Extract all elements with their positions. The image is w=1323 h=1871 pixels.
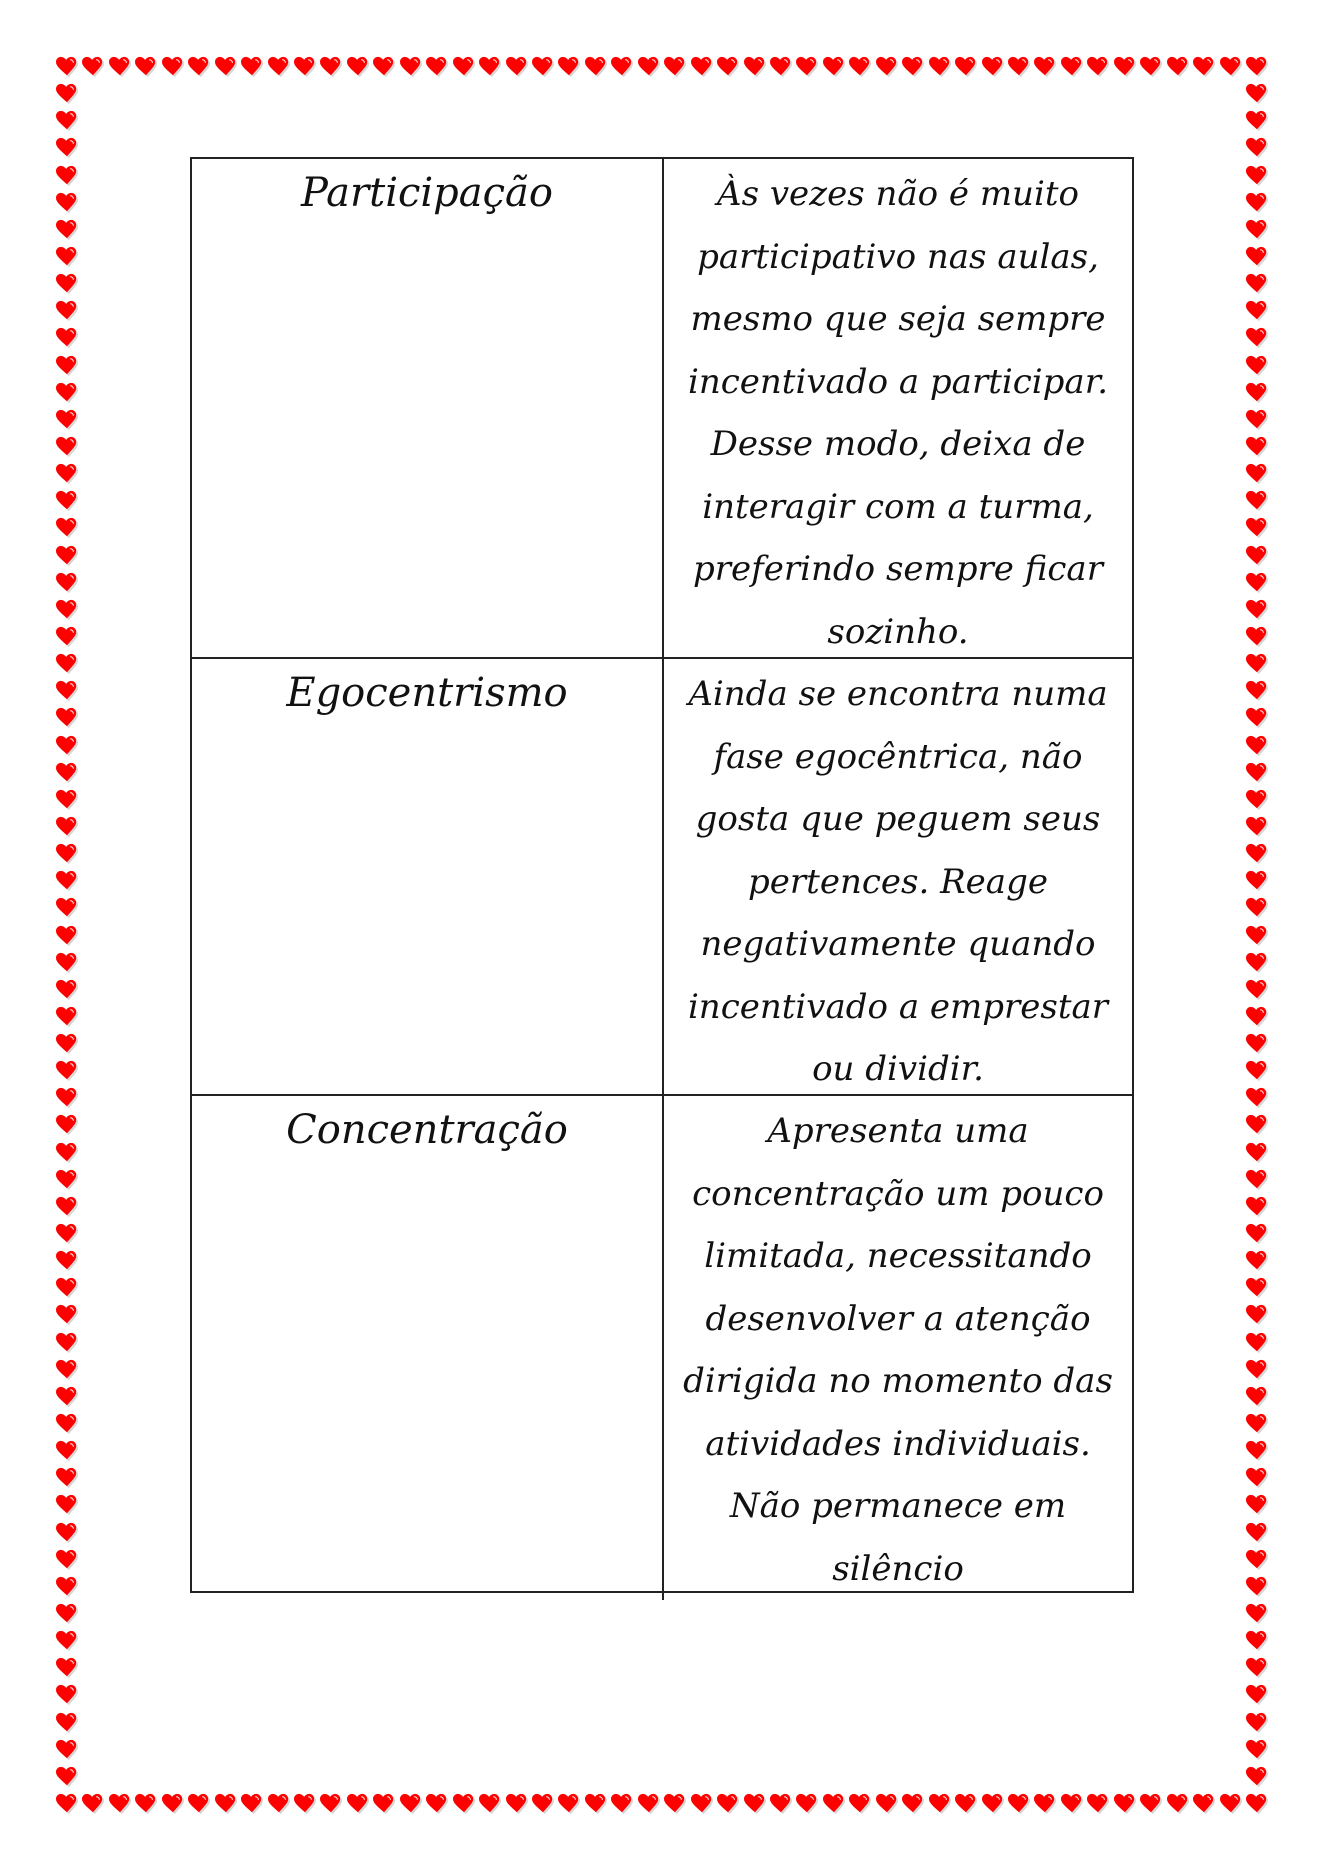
heart-icon [770, 56, 792, 78]
heart-icon [162, 1793, 184, 1815]
heart-icon [664, 1793, 686, 1815]
heart-icon [902, 1793, 924, 1815]
heart-icon [56, 56, 78, 78]
heart-icon [611, 56, 633, 78]
heart-icon [1008, 56, 1030, 78]
heart-icon [1246, 165, 1268, 187]
heart-icon [56, 1060, 78, 1082]
heart-icon [1246, 1494, 1268, 1516]
heart-icon [188, 56, 210, 78]
heart-icon [823, 56, 845, 78]
heart-icon [56, 1359, 78, 1381]
heart-icon [56, 273, 78, 295]
heart-icon [56, 327, 78, 349]
heart-icon [56, 952, 78, 974]
heart-icon [1246, 1576, 1268, 1598]
heart-icon [1140, 56, 1162, 78]
row-description-egocentrismo: Ainda se encontra numa fase egocêntrica, não gosta que peguem seus pertences. Reage negativamente quando incentivado a emprestar ou dividir. [664, 659, 1132, 1096]
heart-icon [56, 925, 78, 947]
heart-icon [56, 789, 78, 811]
heart-icon [717, 56, 739, 78]
heart-icon [56, 1304, 78, 1326]
heart-icon [638, 1793, 660, 1815]
heart-icon [56, 1413, 78, 1435]
heart-icon [56, 979, 78, 1001]
heart-icon [56, 192, 78, 214]
heart-icon [1246, 490, 1268, 512]
heart-icon [1246, 382, 1268, 404]
heart-icon [56, 1630, 78, 1652]
heart-icon [1246, 545, 1268, 567]
heart-icon [823, 1793, 845, 1815]
heart-icon [1246, 1793, 1268, 1815]
heart-icon [56, 1657, 78, 1679]
heart-icon [611, 1793, 633, 1815]
heart-icon [294, 1793, 316, 1815]
heart-icon [506, 1793, 528, 1815]
heart-icon [744, 56, 766, 78]
heart-icon [1246, 653, 1268, 675]
heart-icon [1246, 762, 1268, 784]
heart-icon [56, 463, 78, 485]
heart-icon [1246, 1169, 1268, 1191]
heart-icon [1246, 1087, 1268, 1109]
heart-icon [1246, 300, 1268, 322]
heart-icon [241, 56, 263, 78]
heart-icon [188, 1793, 210, 1815]
heart-icon [744, 1793, 766, 1815]
heart-icon [56, 83, 78, 105]
heart-icon [162, 56, 184, 78]
heart-icon [56, 545, 78, 567]
heart-icon [56, 1440, 78, 1462]
heart-icon [1246, 1114, 1268, 1136]
heart-icon [426, 56, 448, 78]
heart-icon [876, 1793, 898, 1815]
heart-icon [585, 1793, 607, 1815]
heart-icon [1246, 219, 1268, 241]
heart-icon [982, 1793, 1004, 1815]
heart-icon [1246, 1033, 1268, 1055]
heart-icon [1246, 843, 1268, 865]
heart-icon [268, 56, 290, 78]
heart-icon [1246, 572, 1268, 594]
heart-icon [1246, 192, 1268, 214]
heart-icon [1246, 1440, 1268, 1462]
heart-icon [56, 762, 78, 784]
heart-icon [56, 409, 78, 431]
heart-icon [1246, 952, 1268, 974]
heart-icon [796, 56, 818, 78]
heart-icon [1246, 1522, 1268, 1544]
heart-icon [400, 1793, 422, 1815]
heart-icon [1246, 1413, 1268, 1435]
heart-icon [1246, 1142, 1268, 1164]
row-label-participacao: Participação [192, 159, 664, 659]
heart-icon [1246, 897, 1268, 919]
heart-icon [1008, 1793, 1030, 1815]
heart-icon [56, 1142, 78, 1164]
heart-icon [56, 1576, 78, 1598]
heart-icon [1220, 56, 1242, 78]
heart-icon [56, 897, 78, 919]
heart-icon [56, 626, 78, 648]
heart-icon [56, 246, 78, 268]
heart-icon [1246, 1386, 1268, 1408]
heart-icon [1246, 816, 1268, 838]
heart-icon [1034, 1793, 1056, 1815]
heart-icon [56, 1169, 78, 1191]
evaluation-table [190, 157, 1134, 1593]
heart-icon [373, 1793, 395, 1815]
heart-icon [56, 1467, 78, 1489]
heart-icon [400, 56, 422, 78]
row-description-participacao: Às vezes não é muito participativo nas aulas, mesmo que seja sempre incentivado a participar. Desse modo, deixa de interagir com a turma, preferindo sempre ficar sozinho. [664, 159, 1132, 659]
heart-icon [135, 1793, 157, 1815]
heart-icon [56, 1332, 78, 1354]
heart-icon [56, 816, 78, 838]
heart-icon [1246, 355, 1268, 377]
heart-icon [1246, 599, 1268, 621]
heart-icon [506, 56, 528, 78]
heart-icon [241, 1793, 263, 1815]
heart-icon [1246, 1006, 1268, 1028]
heart-icon [56, 1793, 78, 1815]
heart-icon [56, 1522, 78, 1544]
heart-icon [479, 1793, 501, 1815]
heart-icon [1246, 1766, 1268, 1788]
heart-icon [1193, 56, 1215, 78]
heart-icon [56, 1250, 78, 1272]
heart-icon [320, 1793, 342, 1815]
heart-icon [373, 56, 395, 78]
heart-icon [56, 436, 78, 458]
heart-icon [1061, 56, 1083, 78]
heart-icon [56, 707, 78, 729]
heart-icon [453, 1793, 475, 1815]
heart-icon [56, 1114, 78, 1136]
heart-icon [1246, 1332, 1268, 1354]
heart-icon [1114, 1793, 1136, 1815]
heart-icon [56, 490, 78, 512]
heart-icon [849, 1793, 871, 1815]
heart-icon [532, 56, 554, 78]
heart-icon [135, 56, 157, 78]
heart-icon [770, 1793, 792, 1815]
heart-icon [1246, 1060, 1268, 1082]
heart-icon [1246, 110, 1268, 132]
heart-icon [56, 680, 78, 702]
heart-icon [1246, 1712, 1268, 1734]
heart-icon [955, 1793, 977, 1815]
heart-icon [1246, 327, 1268, 349]
heart-icon [215, 56, 237, 78]
heart-icon [1114, 56, 1136, 78]
heart-icon [56, 1196, 78, 1218]
heart-icon [268, 1793, 290, 1815]
heart-icon [929, 56, 951, 78]
heart-icon [1246, 246, 1268, 268]
heart-icon [56, 110, 78, 132]
heart-icon [1246, 1196, 1268, 1218]
heart-icon [1246, 707, 1268, 729]
heart-icon [902, 56, 924, 78]
heart-icon [1193, 1793, 1215, 1815]
heart-icon [1246, 1603, 1268, 1625]
heart-icon [1034, 56, 1056, 78]
heart-icon [426, 1793, 448, 1815]
heart-icon [558, 56, 580, 78]
heart-icon [1246, 137, 1268, 159]
heart-icon [1246, 517, 1268, 539]
heart-icon [876, 56, 898, 78]
heart-icon [1246, 1304, 1268, 1326]
heart-icon [56, 1766, 78, 1788]
heart-icon [56, 1549, 78, 1571]
heart-icon [1246, 409, 1268, 431]
heart-icon [56, 870, 78, 892]
heart-icon [1220, 1793, 1242, 1815]
heart-icon [1246, 1250, 1268, 1272]
heart-icon [1246, 789, 1268, 811]
heart-icon [1246, 1739, 1268, 1761]
heart-icon [1246, 1549, 1268, 1571]
heart-icon [982, 56, 1004, 78]
heart-icon [1246, 463, 1268, 485]
heart-icon [1246, 436, 1268, 458]
heart-icon [664, 56, 686, 78]
heart-icon [56, 843, 78, 865]
heart-icon [56, 1087, 78, 1109]
heart-icon [215, 1793, 237, 1815]
heart-icon [56, 1712, 78, 1734]
heart-icon [56, 300, 78, 322]
heart-icon [1246, 870, 1268, 892]
heart-icon [532, 1793, 554, 1815]
heart-icon [1246, 1223, 1268, 1245]
heart-icon [796, 1793, 818, 1815]
heart-icon [1061, 1793, 1083, 1815]
heart-icon [585, 56, 607, 78]
heart-icon [56, 382, 78, 404]
heart-icon [1246, 1277, 1268, 1299]
heart-icon [1246, 1359, 1268, 1381]
heart-icon [453, 56, 475, 78]
heart-icon [1246, 56, 1268, 78]
heart-icon [1246, 925, 1268, 947]
heart-icon [1167, 1793, 1189, 1815]
heart-icon [56, 1739, 78, 1761]
heart-icon [558, 1793, 580, 1815]
heart-icon [109, 56, 131, 78]
heart-icon [56, 165, 78, 187]
heart-icon [56, 653, 78, 675]
heart-icon [929, 1793, 951, 1815]
heart-icon [56, 1006, 78, 1028]
heart-icon [1246, 680, 1268, 702]
heart-icon [1246, 979, 1268, 1001]
heart-icon [1246, 273, 1268, 295]
heart-icon [56, 1684, 78, 1706]
heart-icon [56, 517, 78, 539]
heart-icon [56, 1277, 78, 1299]
heart-icon [717, 1793, 739, 1815]
heart-icon [638, 56, 660, 78]
heart-icon [691, 1793, 713, 1815]
heart-icon [1246, 1630, 1268, 1652]
heart-icon [1140, 1793, 1162, 1815]
row-label-egocentrismo: Egocentrismo [192, 659, 664, 1096]
heart-icon [1246, 1684, 1268, 1706]
heart-icon [1246, 83, 1268, 105]
heart-icon [56, 1603, 78, 1625]
heart-icon [1246, 1657, 1268, 1679]
heart-icon [56, 1386, 78, 1408]
heart-icon [56, 1033, 78, 1055]
row-label-concentracao: Concentração [192, 1096, 664, 1600]
heart-icon [56, 219, 78, 241]
heart-icon [1246, 735, 1268, 757]
heart-icon [56, 572, 78, 594]
heart-icon [56, 1223, 78, 1245]
heart-icon [1246, 626, 1268, 648]
heart-icon [82, 1793, 104, 1815]
heart-icon [56, 355, 78, 377]
heart-icon [56, 735, 78, 757]
heart-icon [691, 56, 713, 78]
heart-icon [347, 56, 369, 78]
heart-icon [479, 56, 501, 78]
heart-icon [82, 56, 104, 78]
heart-icon [849, 56, 871, 78]
heart-icon [955, 56, 977, 78]
heart-icon [320, 56, 342, 78]
heart-icon [1167, 56, 1189, 78]
heart-icon [56, 137, 78, 159]
heart-icon [1087, 56, 1109, 78]
heart-icon [294, 56, 316, 78]
heart-icon [56, 1494, 78, 1516]
heart-icon [56, 599, 78, 621]
row-description-concentracao: Apresenta uma concentração um pouco limitada, necessitando desenvolver a atenção dirigida no momento das atividades individuais. Não permanece em silêncio [683, 1111, 1113, 1589]
heart-icon [1246, 1467, 1268, 1489]
heart-icon [109, 1793, 131, 1815]
heart-icon [1087, 1793, 1109, 1815]
heart-icon [347, 1793, 369, 1815]
